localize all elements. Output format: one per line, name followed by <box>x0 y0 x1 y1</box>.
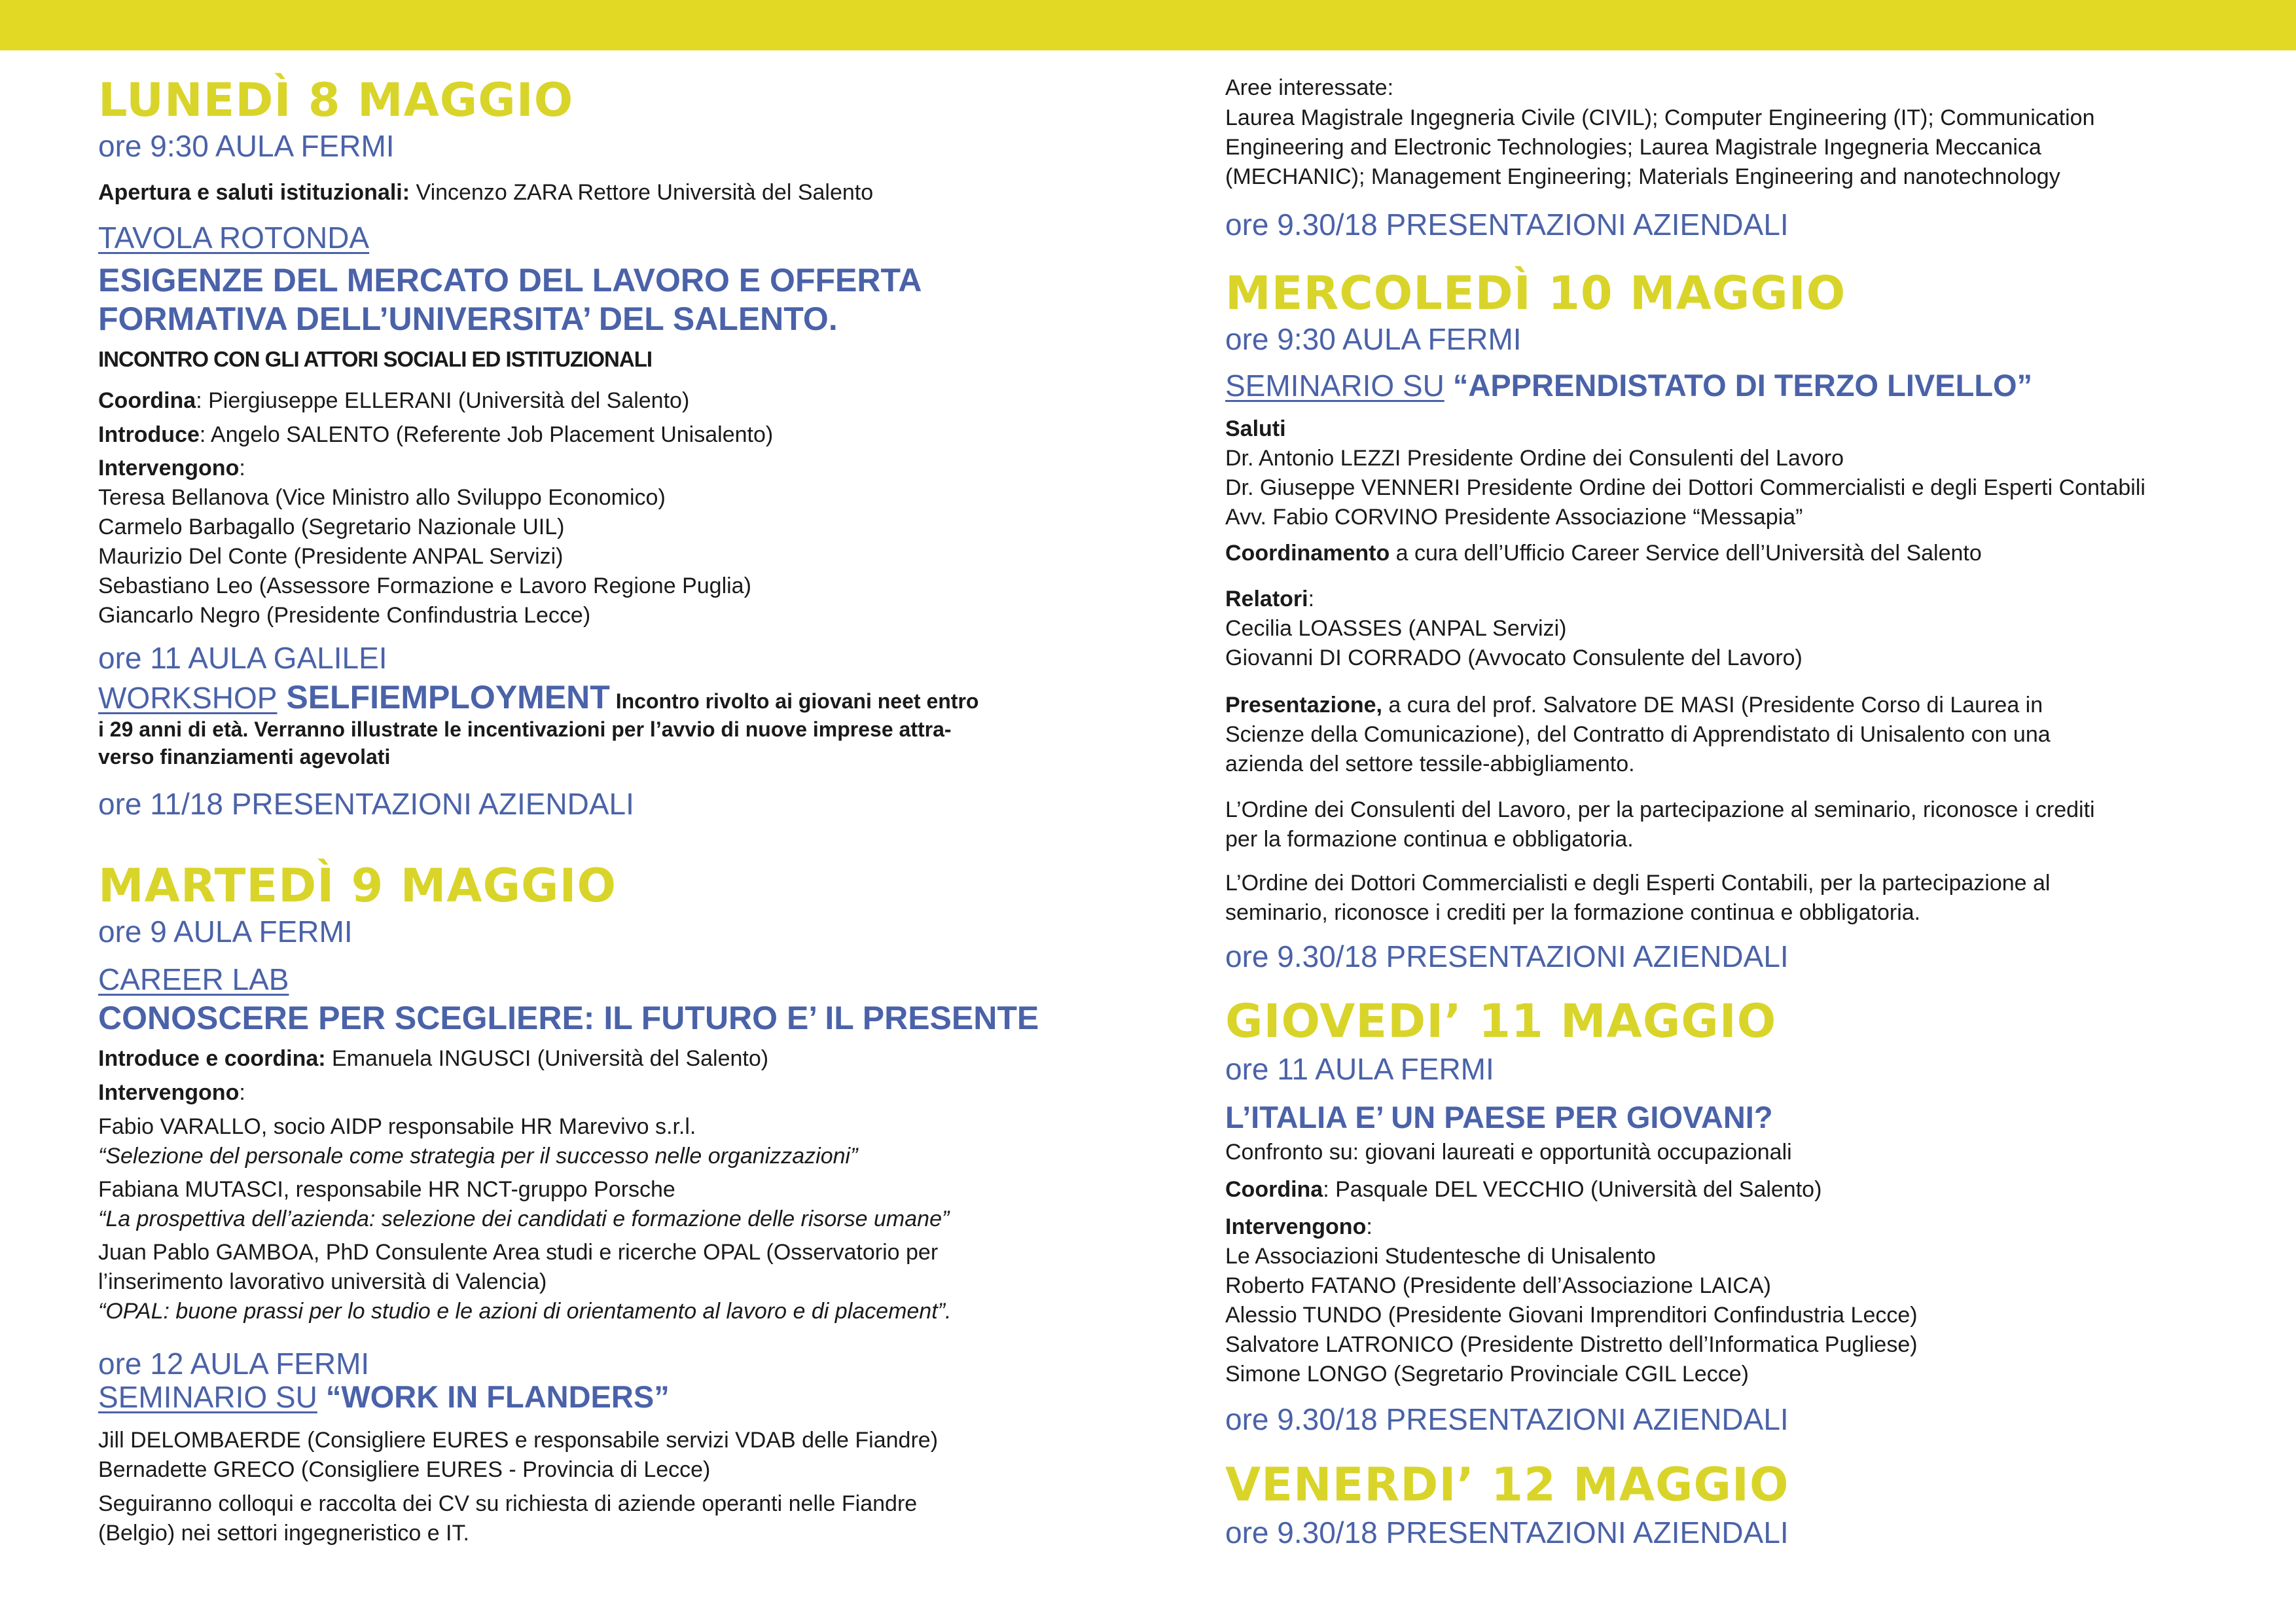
friday-heading: VENERDI’ 12 MAGGIO <box>1225 1458 1789 1512</box>
workshop-text-line-3: verso finanziamenti agevolati <box>98 745 391 769</box>
areas-label: Aree interessate: <box>1225 75 1394 100</box>
tuesday-heading: MARTEDÌ 9 MAGGIO <box>98 859 617 913</box>
thursday-title: L’ITALIA E’ UN PAESE PER GIOVANI? <box>1225 1100 1773 1134</box>
areas-text: (MECHANIC); Management Engineering; Materials Engineering and nanotechnology <box>1225 164 2060 189</box>
tuesday-speaker-quote: “Selezione del personale come strategia per il successo nelle organizzazioni” <box>98 1144 858 1169</box>
tuesday-speaker: Juan Pablo GAMBOA, PhD Consulente Area studi e ricerche OPAL (Osservatorio per <box>98 1240 939 1265</box>
relatori-item: Giovanni DI CORRADO (Avvocato Consulente del Lavoro) <box>1225 645 1803 670</box>
presentazione: Presentazione, a cura del prof. Salvatore DE MASI (Presidente Corso di Laurea in <box>1225 693 2043 717</box>
career-lab-label: CAREER LAB <box>98 962 289 996</box>
thursday-time-1: ore 11 AULA FERMI <box>1225 1052 1494 1086</box>
seminario-label: SEMINARIO SU <box>98 1380 317 1414</box>
monday-speaker: Carmelo Barbagallo (Segretario Nazionale UIL) <box>98 515 565 539</box>
presentazione-text: Scienze della Comunicazione), del Contratto di Apprendistato di Unisalento con una <box>1225 722 2051 747</box>
monday-speaker: Teresa Bellanova (Vice Ministro allo Sviluppo Economico) <box>98 485 666 510</box>
tuesday-speaker: Fabiana MUTASCI, responsabile HR NCT-gruppo Porsche <box>98 1177 675 1202</box>
credits-note: L’Ordine dei Consulenti del Lavoro, per la partecipazione al seminario, riconosce i crediti <box>1225 797 2095 822</box>
monday-coordina: Coordina: Piergiuseppe ELLERANI (Università del Salento) <box>98 388 690 413</box>
workshop-line <box>98 681 978 714</box>
credits-note: L’Ordine dei Dottori Commercialisti e degli Esperti Contabili, per la partecipazione al <box>1225 871 2051 896</box>
thursday-speaker: Simone LONGO (Segretario Provinciale CGIL Lecce) <box>1225 1362 1749 1387</box>
saluti-item: Dr. Antonio LEZZI Presidente Ordine dei Consulenti del Lavoro <box>1225 446 1844 471</box>
wednesday-time-2: ore 9.30/18 PRESENTAZIONI AZIENDALI <box>1225 939 1789 973</box>
thursday-coordina: Coordina: Pasquale DEL VECCHIO (Università del Salento) <box>1225 1177 1822 1202</box>
monday-speaker: Giancarlo Negro (Presidente Confindustria Lecce) <box>98 603 591 628</box>
wednesday-heading: MERCOLEDÌ 10 MAGGIO <box>1225 266 1846 320</box>
monday-time-3: ore 11/18 PRESENTAZIONI AZIENDALI <box>98 787 634 821</box>
thursday-confronto: Confronto su: giovani laureati e opportunità occupazionali <box>1225 1140 1792 1165</box>
credits-note: seminario, riconosce i crediti per la formazione continua e obbligatoria. <box>1225 900 1921 925</box>
seminario-label: SEMINARIO SU <box>1225 369 1444 403</box>
workshop-text: Incontro rivolto ai giovani neet entro <box>609 689 979 713</box>
tavola-title-line-1: ESIGENZE DEL MERCATO DEL LAVORO E OFFERTA <box>98 262 922 299</box>
credits-note: per la formazione continua e obbligatoria. <box>1225 827 1634 852</box>
opening-label: Apertura e saluti istituzionali: <box>98 180 410 205</box>
monday-introduce: Introduce: Angelo SALENTO (Referente Job Placement Unisalento) <box>98 422 774 447</box>
tuesday-speaker: Fabio VARALLO, socio AIDP responsabile HR Marevivo s.r.l. <box>98 1114 696 1139</box>
flanders-note: Seguiranno colloqui e raccolta dei CV su richiesta di aziende operanti nelle Fiandre <box>98 1491 918 1516</box>
monday-speaker: Maurizio Del Conte (Presidente ANPAL Servizi) <box>98 544 564 569</box>
saluti-item: Dr. Giuseppe VENNERI Presidente Ordine dei Dottori Commercialisti e degli Esperti Contabili <box>1225 475 2145 500</box>
areas-text: Laurea Magistrale Ingegneria Civile (CIVIL); Computer Engineering (IT); Communication <box>1225 105 2095 130</box>
monday-speaker: Sebastiano Leo (Assessore Formazione e Lavoro Regione Puglia) <box>98 573 751 598</box>
flanders-speaker: Bernadette GRECO (Consigliere EURES - Provincia di Lecce) <box>98 1457 711 1482</box>
relatori-label: Relatori: <box>1225 587 1315 611</box>
top-yellow-bar <box>0 0 2296 50</box>
tuesday-time-2: ore 12 AULA FERMI <box>98 1347 370 1381</box>
monday-intervengono: Intervengono: <box>98 456 245 481</box>
tuesday-time-1: ore 9 AULA FERMI <box>98 915 353 949</box>
thursday-intervengono: Intervengono: <box>1225 1214 1372 1239</box>
flanders-note: (Belgio) nei settori ingegneristico e IT. <box>98 1521 469 1546</box>
workshop-title: SELFIEMPLOYMENT <box>277 679 610 716</box>
saluti-label: Saluti <box>1225 416 1286 441</box>
seminario-title: “APPRENDISTATO DI TERZO LIVELLO” <box>1444 368 2033 403</box>
monday-time-1: ore 9:30 AULA FERMI <box>98 129 395 163</box>
tuesday-speaker-quote: “La prospettiva dell’azienda: selezione dei candidati e formazione delle risorse umane” <box>98 1207 950 1231</box>
thursday-speaker: Salvatore LATRONICO (Presidente Distretto dell’Informatica Pugliese) <box>1225 1332 1918 1357</box>
thursday-heading: GIOVEDI’ 11 MAGGIO <box>1225 994 1777 1048</box>
thursday-time-2: ore 9.30/18 PRESENTAZIONI AZIENDALI <box>1225 1402 1789 1436</box>
thursday-speaker: Alessio TUNDO (Presidente Giovani Imprenditori Confindustria Lecce) <box>1225 1303 1918 1328</box>
thursday-speaker: Le Associazioni Studentesche di Unisalento <box>1225 1244 1656 1269</box>
friday-time-1: ore 9.30/18 PRESENTAZIONI AZIENDALI <box>1225 1515 1789 1550</box>
apprendistato-line <box>1225 370 2032 401</box>
thursday-speaker: Roberto FATANO (Presidente dell’Associazione LAICA) <box>1225 1273 1771 1298</box>
opening-text: Vincenzo ZARA Rettore Università del Salento <box>410 180 874 205</box>
monday-heading: LUNEDÌ 8 MAGGIO <box>98 73 574 127</box>
flanders-line <box>98 1381 670 1412</box>
tavola-title-line-2: FORMATIVA DELL’UNIVERSITA’ DEL SALENTO. <box>98 300 838 337</box>
tuesday-speaker: l’inserimento lavorativo università di Valencia) <box>98 1269 547 1294</box>
saluti-item: Avv. Fabio CORVINO Presidente Associazione “Messapia” <box>1225 505 1803 530</box>
tavola-rotonda-label: TAVOLA ROTONDA <box>98 221 370 255</box>
monday-time-2: ore 11 AULA GALILEI <box>98 641 387 675</box>
workshop-label: WORKSHOP <box>98 681 278 715</box>
tuesday-speaker-quote: “OPAL: buone prassi per lo studio e le azioni di orientamento al lavoro e di placement”. <box>98 1299 952 1324</box>
monday-opening <box>98 181 873 204</box>
presentazione-text: azienda del settore tessile-abbigliamento. <box>1225 752 1635 776</box>
flanders-speaker: Jill DELOMBAERDE (Consigliere EURES e responsabile servizi VDAB delle Fiandre) <box>98 1428 939 1453</box>
seminario-title: “WORK IN FLANDERS” <box>317 1379 670 1414</box>
tavola-subtitle: INCONTRO CON GLI ATTORI SOCIALI ED ISTITUZIONALI <box>98 347 653 371</box>
tuesday-intervengono: Intervengono: <box>98 1080 245 1105</box>
workshop-text-line-2: i 29 anni di età. Verranno illustrate le incentivazioni per l’avvio di nuove imprese attra- <box>98 717 952 741</box>
wednesday-time-1: ore 9:30 AULA FERMI <box>1225 322 1522 356</box>
relatori-item: Cecilia LOASSES (ANPAL Servizi) <box>1225 616 1567 641</box>
career-lab-title: CONOSCERE PER SCEGLIERE: IL FUTURO E’ IL PRESENTE <box>98 1000 1039 1036</box>
tuesday-presentations: ore 9.30/18 PRESENTAZIONI AZIENDALI <box>1225 208 1789 242</box>
areas-text: Engineering and Electronic Technologies; Laurea Magistrale Ingegneria Meccanica <box>1225 135 2041 160</box>
tuesday-introduce: Introduce e coordina: Emanuela INGUSCI (Università del Salento) <box>98 1046 769 1071</box>
coordinamento: Coordinamento a cura dell’Ufficio Career Service dell’Università del Salento <box>1225 541 1982 566</box>
